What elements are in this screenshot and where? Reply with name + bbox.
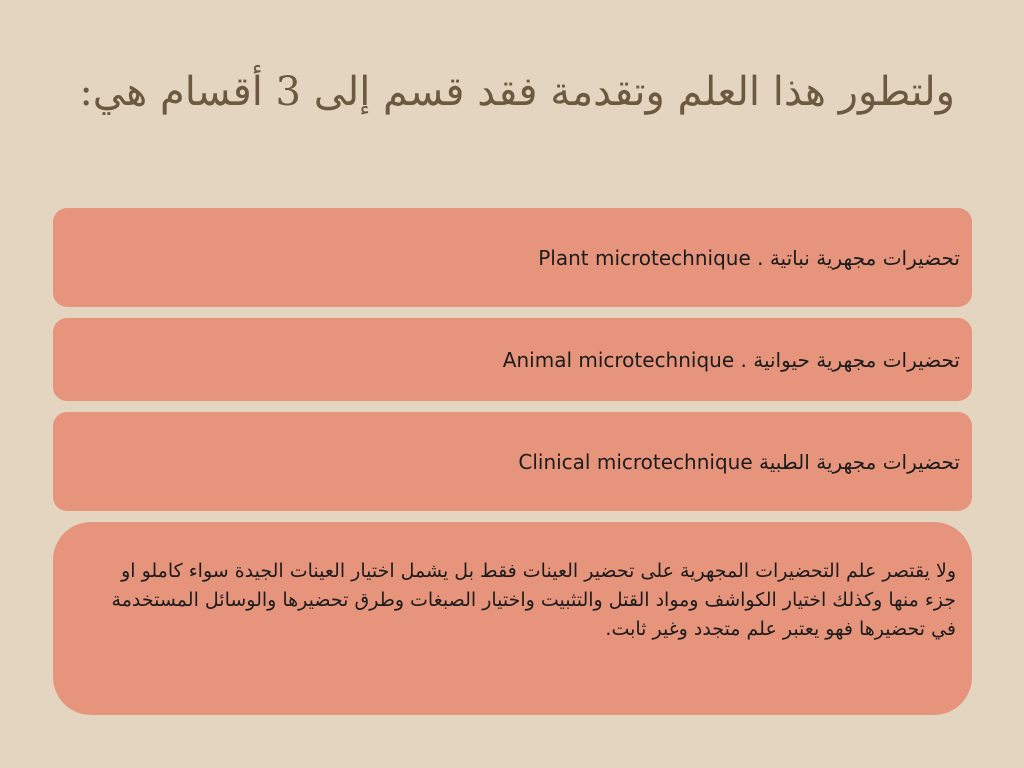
slide-title: ولتطور هذا العلم وتقدمة فقد قسم إلى 3 أقسام هي: [79, 69, 955, 115]
category-label-clinical: تحضيرات مجهرية الطبية Clinical microtechnique [518, 449, 960, 474]
category-box-animal [53, 318, 972, 401]
note-box [53, 522, 972, 715]
note-paragraph: ولا يقتصر علم التحضيرات المجهرية على تحضير العينات فقط بل يشمل اختيار العينات الجيدة سواء كاملو او جزء منها وكذلك اختيار الكواشف ومواد القتل والتثبيت واختيار الصبغات وطرق تحضيرها والوسائل المستخدمة في تحضيرها فهو يعتبر علم متجدد وغير ثابت. [111, 560, 956, 640]
category-box-clinical [53, 412, 972, 511]
category-label-animal: تحضيرات مجهرية حيوانية . Animal microtechnique [502, 347, 960, 372]
category-label-plant: تحضيرات مجهرية نباتية . Plant microtechnique [538, 245, 960, 270]
category-box-plant [53, 208, 972, 307]
